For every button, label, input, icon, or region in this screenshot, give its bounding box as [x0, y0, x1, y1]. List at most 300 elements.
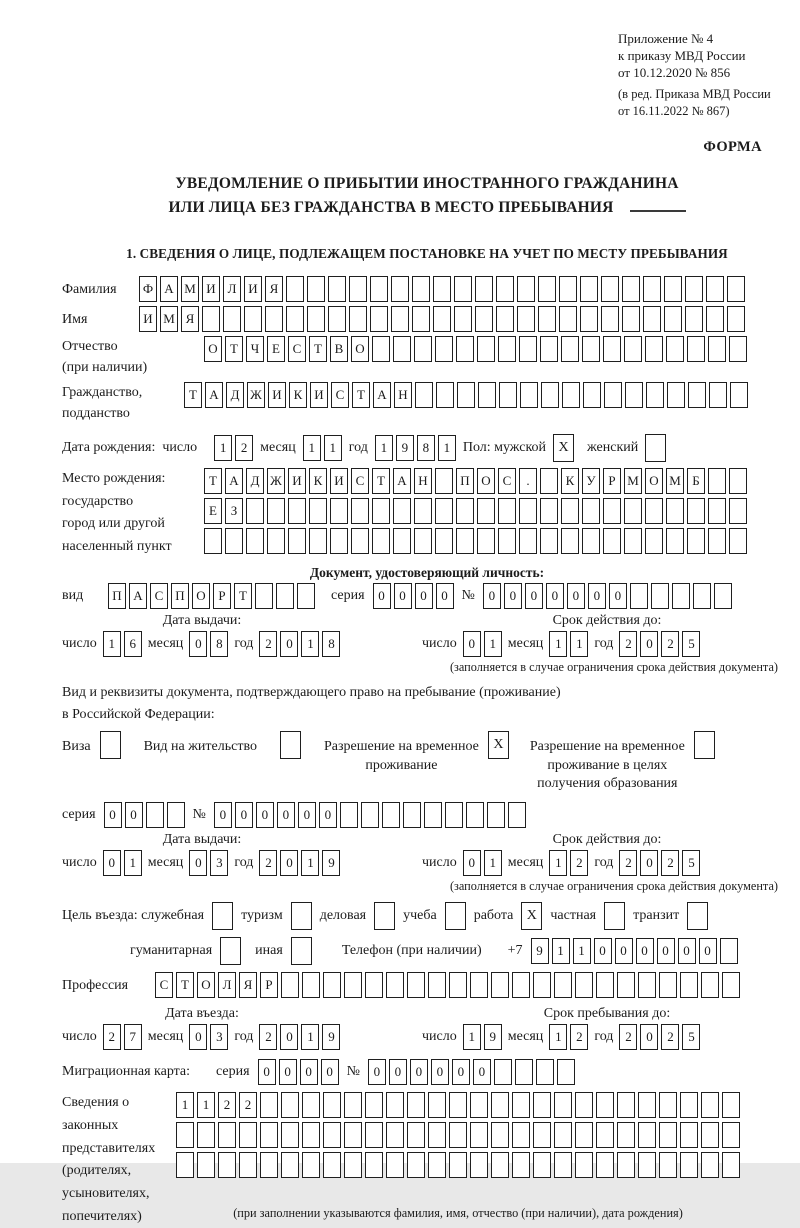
char-cell[interactable]: 1 — [549, 850, 567, 876]
char-cell[interactable]: 6 — [124, 631, 142, 657]
char-cell[interactable] — [344, 1152, 362, 1178]
char-cell[interactable]: М — [160, 306, 178, 332]
char-cell[interactable] — [470, 1122, 488, 1148]
char-cell[interactable] — [638, 1152, 656, 1178]
char-cell[interactable] — [519, 528, 537, 554]
char-cell[interactable]: 1 — [214, 435, 232, 461]
char-cell[interactable] — [499, 382, 517, 408]
char-cell[interactable] — [435, 528, 453, 554]
char-cell[interactable]: 0 — [394, 583, 412, 609]
char-cell[interactable] — [512, 972, 530, 998]
res-issue-day-cells[interactable] — [103, 850, 142, 876]
char-cell[interactable] — [687, 528, 705, 554]
char-cell[interactable] — [498, 336, 516, 362]
char-cell[interactable] — [344, 1122, 362, 1148]
char-cell[interactable] — [477, 528, 495, 554]
char-cell[interactable] — [533, 1152, 551, 1178]
char-cell[interactable] — [197, 1122, 215, 1148]
char-cell[interactable]: 7 — [124, 1024, 142, 1050]
id-kind-cells[interactable] — [108, 583, 315, 609]
char-cell[interactable] — [722, 1122, 740, 1148]
char-cell[interactable]: Т — [372, 468, 390, 494]
char-cell[interactable] — [708, 468, 726, 494]
char-cell[interactable] — [246, 528, 264, 554]
char-cell[interactable] — [403, 802, 421, 828]
char-cell[interactable] — [561, 528, 579, 554]
char-cell[interactable] — [365, 972, 383, 998]
char-cell[interactable] — [651, 583, 669, 609]
char-cell[interactable]: К — [561, 468, 579, 494]
char-cell[interactable] — [667, 382, 685, 408]
char-cell[interactable]: 0 — [640, 850, 658, 876]
char-cell[interactable] — [470, 1092, 488, 1118]
char-cell[interactable] — [280, 731, 301, 759]
char-cell[interactable] — [672, 583, 690, 609]
char-cell[interactable]: 1 — [570, 631, 588, 657]
char-cell[interactable] — [701, 1152, 719, 1178]
given-name-cells[interactable] — [139, 306, 745, 332]
char-cell[interactable] — [666, 336, 684, 362]
char-cell[interactable] — [477, 336, 495, 362]
char-cell[interactable] — [286, 306, 304, 332]
char-cell[interactable] — [638, 1092, 656, 1118]
char-cell[interactable] — [281, 1152, 299, 1178]
char-cell[interactable]: 1 — [197, 1092, 215, 1118]
stay-day-cells[interactable] — [463, 1024, 502, 1050]
char-cell[interactable] — [302, 1152, 320, 1178]
id-issue-year-cells[interactable] — [259, 631, 340, 657]
purpose-work-checkbox[interactable] — [521, 902, 542, 930]
char-cell[interactable] — [414, 498, 432, 524]
char-cell[interactable] — [540, 528, 558, 554]
char-cell[interactable] — [449, 972, 467, 998]
char-cell[interactable] — [386, 1122, 404, 1148]
char-cell[interactable] — [561, 498, 579, 524]
char-cell[interactable] — [557, 1059, 575, 1085]
char-cell[interactable]: 0 — [699, 938, 717, 964]
char-cell[interactable] — [470, 972, 488, 998]
char-cell[interactable] — [540, 336, 558, 362]
char-cell[interactable]: 0 — [546, 583, 564, 609]
mig-number-cells[interactable] — [368, 1059, 575, 1085]
char-cell[interactable]: 0 — [125, 802, 143, 828]
char-cell[interactable] — [297, 583, 315, 609]
char-cell[interactable]: . — [519, 468, 537, 494]
char-cell[interactable] — [225, 528, 243, 554]
repr-line3-cells[interactable] — [176, 1152, 740, 1178]
char-cell[interactable] — [302, 972, 320, 998]
char-cell[interactable] — [536, 1059, 554, 1085]
char-cell[interactable] — [323, 1152, 341, 1178]
char-cell[interactable]: Ч — [246, 336, 264, 362]
id-issue-day-cells[interactable] — [103, 631, 142, 657]
char-cell[interactable]: И — [288, 468, 306, 494]
char-cell[interactable] — [260, 1092, 278, 1118]
char-cell[interactable]: 0 — [431, 1059, 449, 1085]
char-cell[interactable]: 5 — [682, 631, 700, 657]
char-cell[interactable]: С — [288, 336, 306, 362]
char-cell[interactable] — [370, 276, 388, 302]
res-issue-year-cells[interactable] — [259, 850, 340, 876]
char-cell[interactable] — [582, 498, 600, 524]
char-cell[interactable]: 0 — [389, 1059, 407, 1085]
char-cell[interactable]: И — [330, 468, 348, 494]
char-cell[interactable]: 2 — [259, 1024, 277, 1050]
char-cell[interactable] — [475, 276, 493, 302]
char-cell[interactable]: М — [624, 468, 642, 494]
char-cell[interactable] — [498, 528, 516, 554]
char-cell[interactable] — [457, 382, 475, 408]
char-cell[interactable] — [239, 1122, 257, 1148]
char-cell[interactable]: А — [373, 382, 391, 408]
char-cell[interactable] — [645, 434, 666, 462]
patronymic-cells[interactable] — [204, 336, 747, 362]
char-cell[interactable]: К — [289, 382, 307, 408]
char-cell[interactable] — [372, 336, 390, 362]
char-cell[interactable]: О — [351, 336, 369, 362]
char-cell[interactable]: 3 — [210, 850, 228, 876]
char-cell[interactable] — [382, 802, 400, 828]
char-cell[interactable] — [680, 972, 698, 998]
char-cell[interactable]: 0 — [640, 631, 658, 657]
char-cell[interactable] — [302, 1092, 320, 1118]
char-cell[interactable] — [281, 1122, 299, 1148]
char-cell[interactable]: Р — [213, 583, 231, 609]
res-valid-day-cells[interactable] — [463, 850, 502, 876]
birthplace-line2-cells[interactable] — [204, 498, 747, 524]
char-cell[interactable] — [685, 276, 703, 302]
char-cell[interactable] — [330, 498, 348, 524]
edu-residence-checkbox[interactable] — [694, 731, 715, 759]
char-cell[interactable] — [291, 937, 312, 965]
char-cell[interactable]: Е — [267, 336, 285, 362]
char-cell[interactable]: А — [225, 468, 243, 494]
char-cell[interactable] — [512, 1152, 530, 1178]
char-cell[interactable]: 0 — [280, 631, 298, 657]
char-cell[interactable] — [361, 802, 379, 828]
char-cell[interactable]: 1 — [573, 938, 591, 964]
char-cell[interactable] — [351, 498, 369, 524]
char-cell[interactable] — [630, 583, 648, 609]
char-cell[interactable] — [680, 1152, 698, 1178]
char-cell[interactable]: 3 — [210, 1024, 228, 1050]
entry-year-cells[interactable] — [259, 1024, 340, 1050]
char-cell[interactable]: 0 — [277, 802, 295, 828]
char-cell[interactable]: Н — [414, 468, 432, 494]
char-cell[interactable] — [349, 306, 367, 332]
char-cell[interactable]: Я — [265, 276, 283, 302]
char-cell[interactable]: О — [192, 583, 210, 609]
char-cell[interactable]: О — [477, 468, 495, 494]
char-cell[interactable] — [491, 1122, 509, 1148]
char-cell[interactable] — [533, 1122, 551, 1148]
id-series-cells[interactable] — [373, 583, 454, 609]
char-cell[interactable] — [255, 583, 273, 609]
char-cell[interactable]: С — [351, 468, 369, 494]
char-cell[interactable]: 2 — [103, 1024, 121, 1050]
char-cell[interactable] — [708, 498, 726, 524]
char-cell[interactable] — [323, 972, 341, 998]
char-cell[interactable] — [559, 306, 577, 332]
char-cell[interactable]: А — [160, 276, 178, 302]
char-cell[interactable] — [176, 1122, 194, 1148]
char-cell[interactable]: 1 — [438, 435, 456, 461]
char-cell[interactable]: 1 — [176, 1092, 194, 1118]
birthplace-line1-cells[interactable] — [204, 468, 747, 494]
char-cell[interactable] — [533, 972, 551, 998]
char-cell[interactable] — [722, 972, 740, 998]
char-cell[interactable] — [659, 1122, 677, 1148]
profession-cells[interactable] — [155, 972, 740, 998]
char-cell[interactable] — [494, 1059, 512, 1085]
char-cell[interactable] — [412, 276, 430, 302]
char-cell[interactable]: 0 — [483, 583, 501, 609]
char-cell[interactable] — [288, 528, 306, 554]
char-cell[interactable] — [709, 382, 727, 408]
id-number-cells[interactable] — [483, 583, 732, 609]
char-cell[interactable] — [687, 902, 708, 930]
char-cell[interactable]: Я — [239, 972, 257, 998]
char-cell[interactable] — [596, 1122, 614, 1148]
char-cell[interactable] — [220, 937, 241, 965]
char-cell[interactable] — [407, 1092, 425, 1118]
birthplace-line3-cells[interactable] — [204, 528, 747, 554]
char-cell[interactable] — [512, 1092, 530, 1118]
purpose-business-checkbox[interactable] — [374, 902, 395, 930]
char-cell[interactable]: 1 — [484, 631, 502, 657]
char-cell[interactable] — [330, 528, 348, 554]
char-cell[interactable] — [491, 1152, 509, 1178]
char-cell[interactable] — [687, 336, 705, 362]
char-cell[interactable]: А — [205, 382, 223, 408]
char-cell[interactable] — [680, 1092, 698, 1118]
char-cell[interactable]: Т — [184, 382, 202, 408]
char-cell[interactable] — [454, 306, 472, 332]
char-cell[interactable] — [146, 802, 164, 828]
char-cell[interactable] — [265, 306, 283, 332]
char-cell[interactable] — [435, 498, 453, 524]
char-cell[interactable] — [722, 1152, 740, 1178]
char-cell[interactable] — [512, 1122, 530, 1148]
char-cell[interactable]: М — [181, 276, 199, 302]
char-cell[interactable] — [100, 731, 121, 759]
sex-female-checkbox[interactable] — [645, 434, 666, 462]
char-cell[interactable] — [307, 276, 325, 302]
char-cell[interactable] — [664, 306, 682, 332]
char-cell[interactable]: 0 — [463, 850, 481, 876]
char-cell[interactable]: Т — [234, 583, 252, 609]
char-cell[interactable] — [540, 468, 558, 494]
char-cell[interactable] — [519, 336, 537, 362]
char-cell[interactable] — [449, 1092, 467, 1118]
char-cell[interactable] — [643, 306, 661, 332]
char-cell[interactable]: 1 — [303, 435, 321, 461]
char-cell[interactable] — [328, 276, 346, 302]
char-cell[interactable] — [645, 498, 663, 524]
char-cell[interactable]: 2 — [259, 631, 277, 657]
char-cell[interactable] — [454, 276, 472, 302]
char-cell[interactable] — [365, 1152, 383, 1178]
char-cell[interactable]: И — [202, 276, 220, 302]
char-cell[interactable] — [344, 1092, 362, 1118]
char-cell[interactable]: 1 — [124, 850, 142, 876]
char-cell[interactable] — [291, 902, 312, 930]
char-cell[interactable] — [218, 1152, 236, 1178]
char-cell[interactable]: Р — [603, 468, 621, 494]
char-cell[interactable] — [729, 336, 747, 362]
char-cell[interactable] — [435, 468, 453, 494]
char-cell[interactable] — [617, 1122, 635, 1148]
char-cell[interactable] — [541, 382, 559, 408]
char-cell[interactable] — [309, 498, 327, 524]
birth-month-cells[interactable] — [303, 435, 342, 461]
char-cell[interactable] — [706, 276, 724, 302]
char-cell[interactable] — [167, 802, 185, 828]
char-cell[interactable]: 0 — [415, 583, 433, 609]
char-cell[interactable] — [664, 276, 682, 302]
char-cell[interactable] — [729, 528, 747, 554]
purpose-transit-checkbox[interactable] — [687, 902, 708, 930]
char-cell[interactable] — [729, 498, 747, 524]
char-cell[interactable] — [372, 528, 390, 554]
char-cell[interactable]: 0 — [473, 1059, 491, 1085]
char-cell[interactable]: О — [645, 468, 663, 494]
char-cell[interactable]: Р — [260, 972, 278, 998]
id-valid-year-cells[interactable] — [619, 631, 700, 657]
char-cell[interactable]: Т — [204, 468, 222, 494]
char-cell[interactable]: 0 — [298, 802, 316, 828]
id-valid-month-cells[interactable] — [549, 631, 588, 657]
char-cell[interactable]: 0 — [504, 583, 522, 609]
char-cell[interactable]: 0 — [678, 938, 696, 964]
char-cell[interactable] — [693, 583, 711, 609]
char-cell[interactable] — [498, 498, 516, 524]
char-cell[interactable] — [197, 1152, 215, 1178]
char-cell[interactable]: 0 — [657, 938, 675, 964]
char-cell[interactable]: 0 — [594, 938, 612, 964]
char-cell[interactable] — [244, 306, 262, 332]
char-cell[interactable] — [617, 1092, 635, 1118]
id-issue-month-cells[interactable] — [189, 631, 228, 657]
char-cell[interactable] — [470, 1152, 488, 1178]
char-cell[interactable] — [624, 498, 642, 524]
char-cell[interactable]: С — [498, 468, 516, 494]
char-cell[interactable] — [365, 1122, 383, 1148]
char-cell[interactable]: 5 — [682, 1024, 700, 1050]
char-cell[interactable] — [720, 938, 738, 964]
char-cell[interactable] — [393, 498, 411, 524]
char-cell[interactable]: 0 — [410, 1059, 428, 1085]
char-cell[interactable] — [575, 1092, 593, 1118]
char-cell[interactable]: 0 — [103, 850, 121, 876]
char-cell[interactable]: 9 — [531, 938, 549, 964]
char-cell[interactable]: В — [330, 336, 348, 362]
char-cell[interactable]: 0 — [452, 1059, 470, 1085]
char-cell[interactable] — [604, 382, 622, 408]
char-cell[interactable] — [596, 972, 614, 998]
char-cell[interactable] — [617, 972, 635, 998]
char-cell[interactable] — [491, 1092, 509, 1118]
char-cell[interactable] — [643, 276, 661, 302]
char-cell[interactable] — [706, 306, 724, 332]
char-cell[interactable] — [701, 972, 719, 998]
char-cell[interactable] — [517, 276, 535, 302]
res-number-cells[interactable] — [214, 802, 526, 828]
char-cell[interactable]: 1 — [552, 938, 570, 964]
char-cell[interactable]: Д — [246, 468, 264, 494]
char-cell[interactable] — [475, 306, 493, 332]
char-cell[interactable] — [659, 1152, 677, 1178]
char-cell[interactable] — [680, 1122, 698, 1148]
purpose-humanitarian-checkbox[interactable] — [220, 937, 241, 965]
char-cell[interactable] — [562, 382, 580, 408]
char-cell[interactable] — [666, 498, 684, 524]
char-cell[interactable]: 8 — [322, 631, 340, 657]
char-cell[interactable] — [487, 802, 505, 828]
char-cell[interactable] — [714, 583, 732, 609]
char-cell[interactable]: 0 — [436, 583, 454, 609]
char-cell[interactable]: 0 — [609, 583, 627, 609]
char-cell[interactable]: О — [204, 336, 222, 362]
char-cell[interactable]: 0 — [567, 583, 585, 609]
purpose-private-checkbox[interactable] — [604, 902, 625, 930]
char-cell[interactable]: 1 — [301, 1024, 319, 1050]
char-cell[interactable] — [428, 1092, 446, 1118]
char-cell[interactable]: X — [488, 731, 509, 759]
char-cell[interactable] — [286, 276, 304, 302]
char-cell[interactable] — [727, 276, 745, 302]
char-cell[interactable] — [575, 1152, 593, 1178]
char-cell[interactable] — [393, 528, 411, 554]
char-cell[interactable]: 5 — [682, 850, 700, 876]
mig-series-cells[interactable] — [258, 1059, 339, 1085]
char-cell[interactable]: 0 — [640, 1024, 658, 1050]
char-cell[interactable]: 0 — [615, 938, 633, 964]
char-cell[interactable] — [582, 528, 600, 554]
char-cell[interactable]: 2 — [619, 850, 637, 876]
char-cell[interactable]: 0 — [214, 802, 232, 828]
char-cell[interactable] — [603, 336, 621, 362]
char-cell[interactable]: 0 — [189, 1024, 207, 1050]
char-cell[interactable] — [466, 802, 484, 828]
repr-line2-cells[interactable] — [176, 1122, 740, 1148]
char-cell[interactable] — [554, 1152, 572, 1178]
char-cell[interactable]: 0 — [256, 802, 274, 828]
char-cell[interactable] — [267, 528, 285, 554]
char-cell[interactable]: 1 — [549, 1024, 567, 1050]
char-cell[interactable] — [694, 731, 715, 759]
char-cell[interactable]: П — [456, 468, 474, 494]
stay-year-cells[interactable] — [619, 1024, 700, 1050]
char-cell[interactable] — [391, 276, 409, 302]
char-cell[interactable]: 1 — [463, 1024, 481, 1050]
char-cell[interactable] — [372, 498, 390, 524]
char-cell[interactable] — [508, 802, 526, 828]
char-cell[interactable] — [554, 972, 572, 998]
char-cell[interactable] — [701, 1092, 719, 1118]
char-cell[interactable]: Л — [218, 972, 236, 998]
phone-cells[interactable] — [531, 938, 738, 964]
char-cell[interactable] — [260, 1152, 278, 1178]
char-cell[interactable] — [428, 972, 446, 998]
char-cell[interactable]: 9 — [396, 435, 414, 461]
char-cell[interactable] — [730, 382, 748, 408]
char-cell[interactable] — [722, 1092, 740, 1118]
char-cell[interactable]: 0 — [373, 583, 391, 609]
char-cell[interactable]: 0 — [321, 1059, 339, 1085]
char-cell[interactable] — [349, 276, 367, 302]
char-cell[interactable] — [603, 528, 621, 554]
